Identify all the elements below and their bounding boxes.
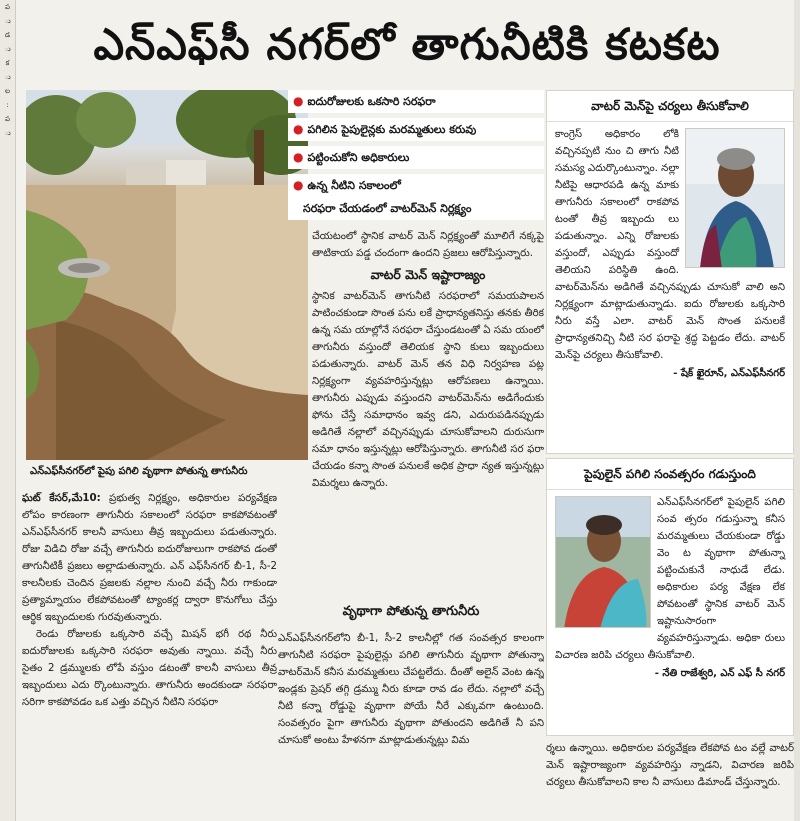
portrait-illustration (556, 497, 651, 628)
strip-char: ు (4, 17, 11, 25)
portrait-illustration (686, 129, 785, 268)
quote-box-body (547, 490, 793, 686)
strip-char: ు (4, 129, 11, 137)
quote-box-body (547, 122, 793, 386)
photo-illustration (26, 90, 308, 460)
article-paragraph: రెండు రోజులకు ఒక్కసారి వచ్చే మిషన్ భగీ రథ నీరు ఐదురోజులకు ఒక్కసారి సరఫరా అవుతు న్నాయి. వచ్చే నీరు సైతం 2 డ్రమ్ములకు లోపే వస్తుం డటంతో కాలనీ వాసులు తీవ్ర ఇబ్బందులు ఎదు ర్కొంటున్నారు. తాగునీరు అందకుండా సరఫరా సరిగా కాకపోవడం ఒక ఎత్తు వచ్చిన నీటిని సరఫరా (22, 629, 277, 708)
highlight-text: ఐదురోజులకు ఒకసారి సరఫరా (307, 95, 436, 108)
highlight-text: ఉన్న నీటిని సకాలంలో (307, 179, 401, 192)
portrait-photo (685, 128, 785, 268)
article-paragraph: చేయటంలో స్థానిక వాటర్ మెన్ నిర్లక్ష్యంతో మూలిగే నక్కపై తాటికాయ పడ్డ చందంగా ఉందని ప్రజలు ఆరోపిస్తున్నారు. (312, 231, 544, 259)
bullet-dot-icon: ● (293, 150, 304, 164)
strip-char: : (6, 101, 9, 109)
highlight-item (288, 146, 544, 169)
highlight-text: సరఫరా చేయడంలో వాటర్‌మెన్ నిర్లక్ష్యం (303, 202, 472, 215)
news-photo (26, 90, 308, 460)
bullet-dot-icon: ● (293, 122, 304, 136)
highlight-item (288, 118, 544, 141)
photo-caption: ఎన్‌ఎఫ్‌సీనగర్‌లో పైపు పగిలి వృథాగా పోతున్న తాగునీరు (26, 462, 308, 482)
article-paragraph (22, 490, 277, 626)
article-column-right-continuation (546, 740, 794, 816)
subheading: వృథాగా పోతున్న తాగునీరు (342, 604, 480, 619)
portrait-photo (555, 496, 651, 628)
article-paragraph: ర్శలు ఉన్నాయి. అధికారుల పర్యవేక్షణ లేకపోవ టం వల్లే వాటర్ మెన్ ఇష్టారాజ్యంగా వ్యవహరిస్తు న్నాడని, విచారణ జరిపి చర్యలు తీసుకోవాలని కాల నీ వాసులు డిమాండ్ చేస్తున్నారు. (546, 743, 794, 788)
article-lead: ప్రభుత్వ నిర్లక్ష్యం, అధికారుల పర్యవేక్షణ లోపం కారణంగా తాగునీరు సకాలంలో సరఫరా కాకపోవటంతో ఎన్ఎఫ్‌సీనగర్ కాలనీ వాసులు తీవ్ర ఇబ్బందులు పడుతున్నారు. రోజు విడిచి రోజు వచ్చే తాగునీరు ఐదురోజులుగా రాకపోవ డంతో తాగునీటికీ ప్రజలు అల్లాడుతున్నారు. ఎన్ ఎఫ్‌సీనగర్ బీ-1, సీ-2 కాలనీలకు చెందిన ప్రజలకు నల్లాల నుంచి వచ్చే నీరు గాకుండా ప్రత్యామ్నాయం లేకపోవటంతో ట్యాంకర్ల ద్వారా కొనుగోలు చేస్తు ఆర్థిక ఇబ్బందులకు గురవుతున్నారు. (22, 493, 277, 623)
headline: ఎన్‌ఎఫ్‌సీ నగర్‌లో తాగునీటికి కటకట (93, 20, 721, 70)
quote-signature: - నేతి రాజేశ్వరి, ఎన్ ఎఫ్ సీ నగర్ (654, 668, 785, 679)
strip-char: డ (4, 31, 11, 39)
page-edge (794, 0, 800, 821)
quote-text: కాంగ్రెస్ అధికారం లోకి వచ్చినప్పటి నుం చి తాగు నీటి సమస్య ఎదుర్కొంటున్నాం. నల్లా నీటిపై ఆధారపడి ఉన్న మాకు తాగునీరు సకాలంలో రాకపోవ టంతో తీవ్ర ఇబ్బందు లు పడుతున్నాం. ఎన్ని రోజులకు వస్తుందో, ఎప్పుడు వస్తుందో తెలియని పరిస్థితి ఉంది. వాటర్‌మెన్‌ను అడిగితే వచ్చినప్పుడు చూసుకో వాలి అని నిర్లక్ష్యంగా మాట్లాడుతున్నాడు. ఐదు రోజులకు ఒక్కసారి నీరు వస్తే ఎలా. వాటర్ మెన్ సొంత పనులకే ప్రాధాన్యతనిచ్చి నీటి సర ఫరాపై శ్రద్ధ పెట్టడం లేదు. వాటర్ మెన్‌పై చర్యలు తీసుకోవాలి. (555, 129, 785, 361)
strip-char: ు (4, 73, 11, 81)
bullet-dot-icon: ● (293, 94, 304, 108)
article-column-middle (312, 228, 544, 593)
quote-signature: - షేక్ ఖైరూన్, ఎన్ఎఫ్‌సీనగర్ (673, 368, 785, 379)
strip-char: ు (4, 45, 11, 53)
bullet-dot-icon: ● (293, 178, 304, 192)
article-column-middle-lower (278, 630, 544, 815)
subheading: వాటర్ మెన్ ఇష్టారాజ్యం (370, 267, 486, 282)
highlight-text: పట్టించుకోని అధికారులు (307, 151, 410, 164)
article-column-left (22, 490, 277, 815)
strip-char: ప (5, 115, 10, 123)
quote-box (546, 90, 794, 454)
strip-char: ల (5, 87, 10, 95)
strip-char: ప (5, 3, 10, 11)
highlight-text: పగిలిన పైపులైన్లకు మరమ్మతులు కరువు (307, 123, 477, 136)
highlight-item (288, 174, 544, 197)
quote-box (546, 458, 794, 736)
strip-char: క (5, 59, 10, 67)
quote-text: ఎన్ఎఫ్‌సీనగర్‌లో పైపులైన్ పగిలి సంవ త్సరం గడుస్తున్నా కనీస మరమ్మతులు చేయకుండా రోడ్డు వెం ట వృథాగా పోతున్నా పట్టించుకునే నాధుడే లేడు. అధికారుల పర్య వేక్షణ లేక పోవటంతో స్థానిక వాటర్ మెన్ ఇష్టానుసారంగా వ్యవహరిస్తున్నాడు. అధికా రులు విచారణ జరిపి చర్యలు తీసుకోవాలి. (555, 497, 785, 661)
highlights-list (288, 90, 544, 225)
article-paragraph: స్థానిక వాటర్‌మెన్ తాగునీటి సరఫరాలో సమయపాలన పాటించకుండా సొంత పను లకే ప్రాధాన్యతనిస్తు తనకు తీరిక ఉన్న సమ యాల్లోనే సరఫరా చేస్తుండటంతో ఏ సమ యంలో తాగునీరు వస్తుందో తెలియక స్థాని కులు ఇబ్బందులు పడుతున్నారు. వాటర్ మెన్ తన విధి నిర్వహణ పట్ల నిర్లక్ష్యంగా వ్యవహరిస్తున్నట్లు ఆరోపణలు ఉన్నాయి. తాగునీరు ఎప్పుడు వస్తుందని వాటర్‌మెన్‌ను అడిగేందుకు ఫోను చేస్తే సమాధానం ఇవ్వ డని, ఎదురుపడినప్పుడు అడిగితే నల్లాలో వచ్చినప్పుడు చూసుకోవాలని దురుసుగా సమా ధానం ఇస్తున్నట్లు ఆరోపిస్తున్నారు. తాగునీటి సర ఫరా చేయడం కన్నా సొంత పనులకే అధిక ప్రాధా న్యత ఇస్తున్నట్లు విమర్శలు ఉన్నారు. (312, 291, 544, 489)
dateline: ఘట్ కేసర్,మే10: (22, 493, 101, 504)
quote-box-heading: వాటర్ మెన్‌పై చర్యలు తీసుకోవాలి (547, 91, 793, 122)
quote-box-heading: పైపులైన్ పగిలి సంవత్సరం గడుస్తుంది (547, 459, 793, 490)
article-paragraph: ఎన్ఎఫ్‌సీనగర్‌లోని బీ-1, సీ-2 కాలనీల్లో గత సంవత్సర కాలంగా తాగునీటి సరఫరా పైపులైన్లు పగిలి తాగునీరు వృథాగా పోతున్నా వాటర్‌మెన్ కనీస మరమ్మతులు చేపట్టలేదు. దీంతో అలైన్ వెంట ఉన్న ఇండ్లకు ప్రెషర్ తగ్గి డ్రమ్ము నీరు కూడా రావ డం లేదు. నల్లాలో వచ్చే నీటి కన్నా రోడ్డుపై వృథాగా పోయే నీరే ఎక్కువగా ఉంటుంది. సంవత్సరం పైగా తాగునీరు వృథాగా పోతుందని అడిగితే నీ పని చూసుకో అంటు హేళనగా మాట్లాడుతున్నట్లు విమ (278, 633, 544, 746)
highlight-item (288, 90, 544, 113)
adjacent-column-strip (0, 0, 16, 821)
highlight-item-continued (288, 197, 544, 220)
